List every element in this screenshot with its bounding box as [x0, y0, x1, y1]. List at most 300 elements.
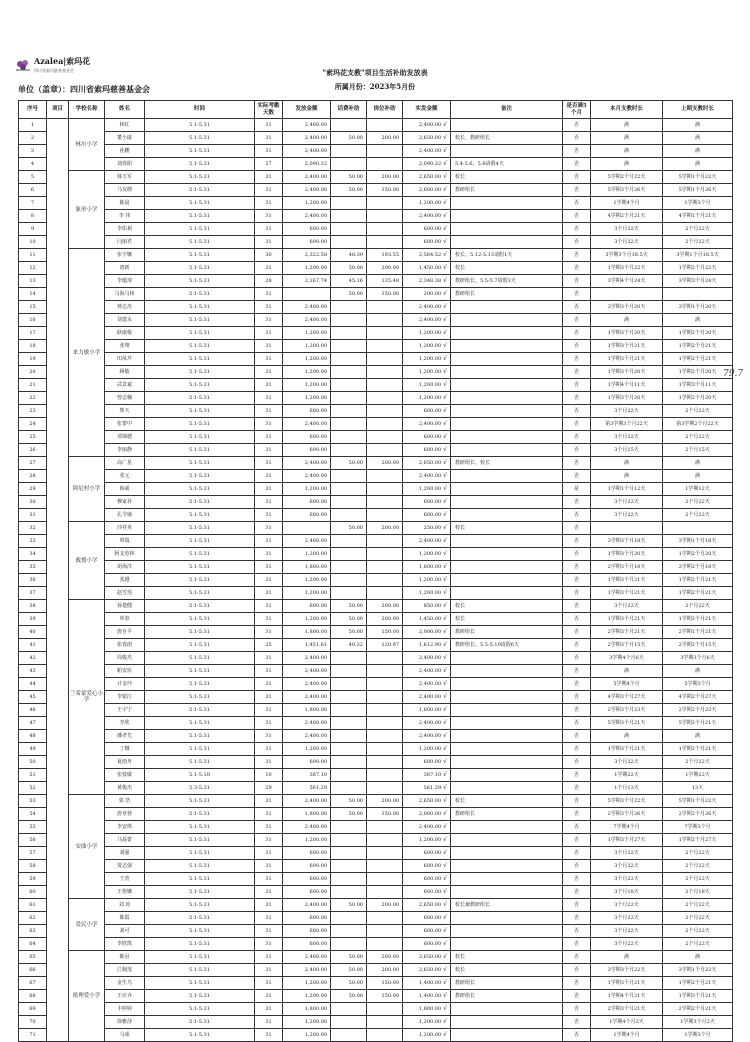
- over-five-months: 否: [563, 132, 591, 145]
- phone-subsidy: [331, 405, 367, 418]
- current-duration: 4学期3个月27天: [591, 691, 663, 704]
- teacher-name: 张元: [105, 470, 145, 483]
- post-subsidy: [367, 379, 403, 392]
- phone-subsidy: [331, 496, 367, 509]
- issue-amount: 387.10: [283, 769, 331, 782]
- row-seq: 10: [19, 236, 47, 249]
- table-row: [19, 275, 733, 288]
- attendance-days: 28: [255, 275, 283, 288]
- issue-amount: 1,200.00: [283, 1016, 331, 1029]
- table-row: [19, 678, 733, 691]
- post-subsidy: [367, 444, 403, 457]
- remark: [451, 860, 563, 873]
- current-duration: 3个月22天: [591, 938, 663, 951]
- issue-amount: 1,200.00: [283, 197, 331, 210]
- issue-amount: 2,400.00: [283, 678, 331, 691]
- over-five-months: 否: [563, 236, 591, 249]
- attendance-days: 31: [255, 288, 283, 301]
- header-actual: 实发金额: [403, 101, 451, 119]
- current-duration: 3学期4个月24天: [591, 275, 663, 288]
- previous-duration: 1学期2个月22天: [663, 262, 733, 275]
- attendance-days: 31: [255, 301, 283, 314]
- post-subsidy: [367, 210, 403, 223]
- phone-subsidy: 50.00: [331, 795, 367, 808]
- table-row: [19, 912, 733, 925]
- period: 5.1-5.31: [145, 704, 255, 717]
- period: 5.1-5.31: [145, 626, 255, 639]
- phone-subsidy: [331, 483, 367, 496]
- actual-amount-value: 2,650.00: [418, 174, 442, 180]
- phone-subsidy: [331, 652, 367, 665]
- remark: [451, 327, 563, 340]
- phone-subsidy: [331, 574, 367, 587]
- previous-duration: 3学期1个月22天: [663, 964, 733, 977]
- over-five-months: 否: [563, 496, 591, 509]
- current-duration: 3个月22天: [591, 223, 663, 236]
- check-mark-icon: √: [443, 394, 447, 401]
- actual-amount: [403, 1029, 451, 1042]
- over-five-months: 否: [563, 912, 591, 925]
- current-duration: 1学期3个月21天: [591, 340, 663, 353]
- actual-amount: [403, 834, 451, 847]
- remark: 教研组长: [451, 808, 563, 821]
- row-seq: 60: [19, 886, 47, 899]
- table-body: [19, 119, 733, 1042]
- actual-amount: [403, 717, 451, 730]
- current-duration: 1学期4个月21天: [591, 990, 663, 1003]
- actual-amount-value: 2,564.52: [418, 252, 442, 258]
- phone-subsidy: [331, 821, 367, 834]
- post-subsidy: 200.00: [367, 522, 403, 535]
- check-mark-icon: √: [443, 238, 447, 245]
- attendance-days: 31: [255, 496, 283, 509]
- over-five-months: 否: [563, 951, 591, 964]
- current-duration: 5学期2个月22天: [591, 171, 663, 184]
- previous-duration: 2个月22天: [663, 912, 733, 925]
- row-seq: 2: [19, 132, 47, 145]
- current-duration: 1学期22天: [591, 769, 663, 782]
- remark: [451, 444, 563, 457]
- attendance-days: 31: [255, 379, 283, 392]
- check-mark-icon: √: [443, 745, 447, 752]
- phone-subsidy: [331, 730, 367, 743]
- check-mark-icon: √: [443, 1018, 447, 1025]
- phone-subsidy: 50.00: [331, 964, 367, 977]
- current-duration: 3个月22天: [591, 496, 663, 509]
- previous-duration: 1学期12天: [663, 483, 733, 496]
- row-seq: 25: [19, 431, 47, 444]
- issue-amount: 1,200.00: [283, 379, 331, 392]
- actual-amount: [403, 535, 451, 548]
- row-seq: 28: [19, 470, 47, 483]
- attendance-days: 31: [255, 652, 283, 665]
- period: 5.1-5.31: [145, 314, 255, 327]
- previous-duration: 2个月22天: [663, 847, 733, 860]
- actual-amount: [403, 483, 451, 496]
- previous-duration: 13天: [663, 782, 733, 795]
- header-post: 岗位补助: [367, 101, 403, 119]
- school-name: 兰希蒙爱心小学: [69, 600, 105, 795]
- over-five-months: 否: [563, 821, 591, 834]
- over-five-months: 否: [563, 613, 591, 626]
- school-name: 象形小学: [69, 171, 105, 249]
- school-name: 来力敏小学: [69, 249, 105, 457]
- actual-amount: [403, 912, 451, 925]
- current-duration: [591, 522, 663, 535]
- current-duration: 1学期4个月: [591, 197, 663, 210]
- period: 5.1-5.31: [145, 470, 255, 483]
- table-header-row: [19, 101, 733, 119]
- teacher-name: 潘孝先: [105, 730, 145, 743]
- header-days: 实际考勤天数: [255, 101, 283, 119]
- actual-amount: [403, 743, 451, 756]
- actual-amount-value: 600.00: [423, 759, 442, 765]
- check-mark-icon: √: [443, 875, 447, 882]
- current-duration: 3个月22天: [591, 860, 663, 873]
- teacher-name: 王应齐: [105, 990, 145, 1003]
- actual-amount: [403, 496, 451, 509]
- phone-subsidy: 50.00: [331, 171, 367, 184]
- over-five-months: 否: [563, 886, 591, 899]
- row-seq: 12: [19, 262, 47, 275]
- post-subsidy: 200.00: [367, 964, 403, 977]
- period: 5.1-5.31: [145, 691, 255, 704]
- post-subsidy: [367, 782, 403, 795]
- attendance-days: 10: [255, 769, 283, 782]
- post-subsidy: [367, 145, 403, 158]
- table-row: [19, 496, 733, 509]
- check-mark-icon: √: [443, 693, 447, 700]
- issue-amount: 2,400.00: [283, 730, 331, 743]
- table-row: [19, 756, 733, 769]
- issue-amount: 1,800.00: [283, 808, 331, 821]
- previous-duration: 满: [663, 314, 733, 327]
- attendance-days: 31: [255, 431, 283, 444]
- over-five-months: 否: [563, 392, 591, 405]
- current-duration: 满: [591, 132, 663, 145]
- previous-duration: 1学期2个月21天: [663, 977, 733, 990]
- actual-amount: [403, 210, 451, 223]
- teacher-name: 金生鸟: [105, 977, 145, 990]
- phone-subsidy: [331, 145, 367, 158]
- actual-amount-value: 600.00: [423, 408, 442, 414]
- previous-duration: 3学期1个月18天: [663, 535, 733, 548]
- current-duration: 满: [591, 457, 663, 470]
- teacher-name: 李欣凯: [105, 938, 145, 951]
- post-subsidy: [367, 405, 403, 418]
- row-seq: 47: [19, 717, 47, 730]
- teacher-name: 张翔: [105, 340, 145, 353]
- table-row: [19, 535, 733, 548]
- teacher-name: 李安琪: [105, 821, 145, 834]
- phone-subsidy: [331, 912, 367, 925]
- phone-subsidy: [331, 197, 367, 210]
- current-duration: 2学期3个月18天: [591, 561, 663, 574]
- previous-duration: 2个月22天: [663, 899, 733, 912]
- remark: 教研组长: [451, 990, 563, 1003]
- actual-amount: [403, 938, 451, 951]
- teacher-name: 王宇宁: [105, 704, 145, 717]
- teacher-name: 李丽静: [105, 444, 145, 457]
- row-seq: 51: [19, 769, 47, 782]
- previous-duration: 5学期3个月: [663, 678, 733, 691]
- actual-amount-value: 2,400.00: [418, 213, 442, 219]
- previous-duration: 2学期2个月18天: [663, 561, 733, 574]
- current-duration: 满: [591, 158, 663, 171]
- over-five-months: 否: [563, 223, 591, 236]
- attendance-days: 31: [255, 535, 283, 548]
- row-seq: 42: [19, 652, 47, 665]
- post-subsidy: [367, 834, 403, 847]
- issue-amount: 2,400.00: [283, 964, 331, 977]
- remark: [451, 496, 563, 509]
- current-duration: 1学期1个月12天: [591, 483, 663, 496]
- check-mark-icon: √: [443, 602, 447, 609]
- period: 5.1-5.31: [145, 730, 255, 743]
- phone-subsidy: [331, 834, 367, 847]
- actual-amount-value: 2,000.00: [418, 629, 442, 635]
- remark: 校长: [451, 795, 563, 808]
- post-subsidy: [367, 821, 403, 834]
- header-over5: 是否满5个月: [563, 101, 591, 119]
- actual-amount: [403, 353, 451, 366]
- actual-amount-value: 2,000.00: [418, 811, 442, 817]
- table-row: [19, 561, 733, 574]
- phone-subsidy: [331, 1003, 367, 1016]
- previous-duration: 满: [663, 665, 733, 678]
- issue-amount: 600.00: [283, 405, 331, 418]
- remark: 教研组长、5.5-5.7请假3天: [451, 275, 563, 288]
- phone-subsidy: [331, 1029, 367, 1042]
- over-five-months: 否: [563, 548, 591, 561]
- post-subsidy: [367, 652, 403, 665]
- teacher-name: 覃瑞: [105, 535, 145, 548]
- period: 5.1-5.31: [145, 665, 255, 678]
- current-duration: 满: [591, 145, 663, 158]
- table-row: [19, 301, 733, 314]
- period: 5.1-5.31: [145, 808, 255, 821]
- phone-subsidy: [331, 938, 367, 951]
- row-seq: 1: [19, 119, 47, 132]
- issue-amount: 1,200.00: [283, 743, 331, 756]
- check-mark-icon: √: [443, 628, 447, 635]
- over-five-months: 否: [563, 600, 591, 613]
- previous-duration: 1学期2个月21天: [663, 613, 733, 626]
- row-seq: 19: [19, 353, 47, 366]
- actual-amount: [403, 808, 451, 821]
- row-seq: 70: [19, 1016, 47, 1029]
- attendance-days: 31: [255, 470, 283, 483]
- phone-subsidy: [331, 535, 367, 548]
- check-mark-icon: √: [443, 641, 447, 648]
- actual-amount-value: 2,400.00: [418, 655, 442, 661]
- previous-duration: 5学期1个月22天: [663, 171, 733, 184]
- issue-amount: 2,400.00: [283, 665, 331, 678]
- over-five-months: 否: [563, 626, 591, 639]
- remark: [451, 405, 563, 418]
- issue-amount: 2,322.58: [283, 249, 331, 262]
- phone-subsidy: 40.32: [331, 639, 367, 652]
- actual-amount-value: 2,400.00: [418, 538, 442, 544]
- previous-duration: 2个月18天: [663, 886, 733, 899]
- period: 5.1-5.31: [145, 977, 255, 990]
- issue-amount: 2,400.00: [283, 418, 331, 431]
- issue-amount: 1,200.00: [283, 834, 331, 847]
- attendance-days: 31: [255, 132, 283, 145]
- post-subsidy: 150.00: [367, 977, 403, 990]
- issue-amount: 600.00: [283, 236, 331, 249]
- current-duration: 5学期3个月22天: [591, 795, 663, 808]
- teacher-name: 顾敏: [105, 366, 145, 379]
- attendance-days: 31: [255, 236, 283, 249]
- phone-subsidy: [331, 340, 367, 353]
- check-mark-icon: √: [443, 1031, 447, 1038]
- current-duration: 3个月22天: [591, 925, 663, 938]
- actual-amount: [403, 626, 451, 639]
- attendance-days: 31: [255, 145, 283, 158]
- current-duration: 满: [591, 730, 663, 743]
- remark: [451, 314, 563, 327]
- row-seq: 55: [19, 821, 47, 834]
- check-mark-icon: √: [443, 706, 447, 713]
- actual-amount: [403, 574, 451, 587]
- remark: [451, 717, 563, 730]
- check-mark-icon: √: [443, 563, 447, 570]
- previous-duration: 2学期2个月23天: [663, 704, 733, 717]
- previous-duration: 1学期2个月21天: [663, 574, 733, 587]
- issue-amount: 1,800.00: [283, 626, 331, 639]
- current-duration: 1学期3个月21天: [591, 574, 663, 587]
- phone-subsidy: 48.39: [331, 249, 367, 262]
- remark: [451, 1029, 563, 1042]
- check-mark-icon: √: [443, 173, 447, 180]
- header-project: 项目: [47, 101, 69, 119]
- table-row: [19, 990, 733, 1003]
- table-row: [19, 1003, 733, 1016]
- attendance-days: 31: [255, 795, 283, 808]
- teacher-name: 李蕴琦: [105, 275, 145, 288]
- remark: 校长: [451, 171, 563, 184]
- table-row: [19, 847, 733, 860]
- check-mark-icon: √: [443, 134, 447, 141]
- post-subsidy: 150.00: [367, 990, 403, 1003]
- period: 5.1-5.31: [145, 496, 255, 509]
- over-five-months: 否: [563, 691, 591, 704]
- table-row: [19, 639, 733, 652]
- remark: [451, 925, 563, 938]
- post-subsidy: [367, 1029, 403, 1042]
- over-five-months: 否: [563, 522, 591, 535]
- period: 5.1-5.31: [145, 574, 255, 587]
- check-mark-icon: √: [443, 199, 447, 206]
- row-seq: 45: [19, 691, 47, 704]
- remark: [451, 665, 563, 678]
- teacher-name: 马成: [105, 1029, 145, 1042]
- over-five-months: 否: [563, 808, 591, 821]
- remark: 校长: [451, 522, 563, 535]
- remark: [451, 379, 563, 392]
- over-five-months: 否: [563, 353, 591, 366]
- phone-subsidy: 50.00: [331, 977, 367, 990]
- over-five-months: 否: [563, 288, 591, 301]
- previous-duration: 3学期1个月18.5天: [663, 249, 733, 262]
- period: 5.1-5.31: [145, 652, 255, 665]
- issue-amount: 600.00: [283, 431, 331, 444]
- actual-amount-value: 1,800.00: [418, 564, 442, 570]
- teacher-name: 王萱: [105, 873, 145, 886]
- actual-amount: [403, 951, 451, 964]
- row-seq: 49: [19, 743, 47, 756]
- actual-amount: [403, 691, 451, 704]
- actual-amount: [403, 977, 451, 990]
- actual-amount-value: 1,200.00: [418, 343, 442, 349]
- period: 5.1-5.31: [145, 418, 255, 431]
- phone-subsidy: 50.00: [331, 600, 367, 613]
- post-subsidy: 150.00: [367, 626, 403, 639]
- attendance-days: 31: [255, 1003, 283, 1016]
- remark: [451, 210, 563, 223]
- attendance-days: 31: [255, 314, 283, 327]
- period: 5.1-5.31: [145, 522, 255, 535]
- actual-amount-value: 1,200.00: [418, 590, 442, 596]
- row-seq: 39: [19, 613, 47, 626]
- table-row: [19, 119, 733, 132]
- actual-amount-value: 1,200.00: [418, 577, 442, 583]
- over-five-months: 否: [563, 938, 591, 951]
- table-row: [19, 249, 733, 262]
- check-mark-icon: √: [443, 667, 447, 674]
- issue-amount: 1,200.00: [283, 990, 331, 1003]
- previous-duration: 5学期1个月22天: [663, 795, 733, 808]
- current-duration: 7学期4个月: [591, 821, 663, 834]
- row-seq: 22: [19, 392, 47, 405]
- post-subsidy: 150.00: [367, 184, 403, 197]
- header-phone: 话费补助: [331, 101, 367, 119]
- attendance-days: 31: [255, 704, 283, 717]
- check-mark-icon: √: [443, 940, 447, 947]
- post-subsidy: 150.00: [367, 288, 403, 301]
- actual-amount: [403, 860, 451, 873]
- over-five-months: 否: [563, 574, 591, 587]
- attendance-days: 31: [255, 522, 283, 535]
- check-mark-icon: √: [443, 498, 447, 505]
- period: 5.1-5.31: [145, 743, 255, 756]
- phone-subsidy: [331, 119, 367, 132]
- period: 5.1-5.31: [145, 210, 255, 223]
- period: 5.1-5.31: [145, 951, 255, 964]
- teacher-name: 徐雅莎: [105, 1016, 145, 1029]
- current-duration: 3个月22天: [591, 600, 663, 613]
- unit-label: 单位（盖章）：四川省索玛慈善基金会: [18, 84, 150, 94]
- row-seq: 17: [19, 327, 47, 340]
- current-duration: 1学期4个月2天: [591, 1016, 663, 1029]
- table-row: [19, 418, 733, 431]
- over-five-months: 否: [563, 301, 591, 314]
- teacher-name: 张宇娜: [105, 249, 145, 262]
- actual-amount: [403, 561, 451, 574]
- previous-duration: 满: [663, 145, 733, 158]
- table-row: [19, 548, 733, 561]
- previous-duration: 1学期3个月21天: [663, 990, 733, 1003]
- period: 5.1-5.31: [145, 639, 255, 652]
- post-subsidy: 200.00: [367, 132, 403, 145]
- post-subsidy: [367, 925, 403, 938]
- issue-amount: 2,090.32: [283, 158, 331, 171]
- actual-amount: [403, 925, 451, 938]
- over-five-months: 否: [563, 860, 591, 873]
- previous-duration: 1学期2个月21天: [663, 587, 733, 600]
- phone-subsidy: 45.16: [331, 275, 367, 288]
